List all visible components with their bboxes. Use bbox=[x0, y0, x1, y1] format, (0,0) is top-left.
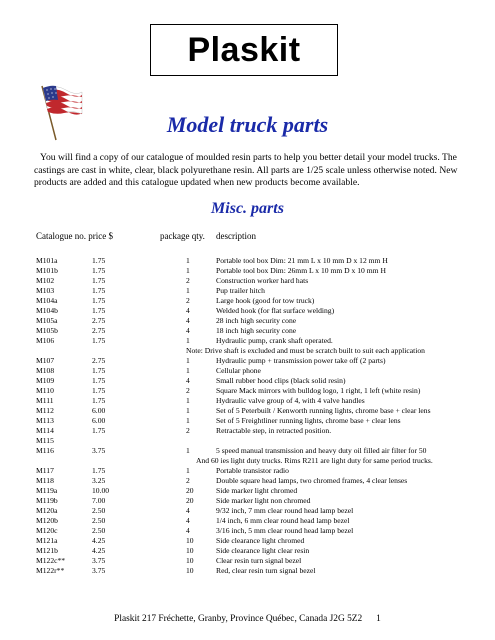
part-price: 1.75 bbox=[92, 256, 106, 265]
part-code: M121b bbox=[36, 546, 58, 555]
part-code: M118 bbox=[36, 476, 54, 485]
part-price: 2.50 bbox=[92, 516, 106, 525]
part-code: M105b bbox=[36, 326, 58, 335]
part-description: Portable tool box Dim: 26mm L x 10 mm D x 10 mm H bbox=[216, 266, 386, 275]
table-row bbox=[36, 356, 476, 366]
part-description: Side marker light chromed bbox=[216, 486, 298, 495]
part-qty: 4 bbox=[186, 526, 190, 535]
part-qty: 20 bbox=[186, 496, 194, 505]
part-price: 1.75 bbox=[92, 466, 106, 475]
table-row bbox=[36, 486, 476, 496]
part-description: Side marker light non chromed bbox=[216, 496, 311, 505]
part-qty: 2 bbox=[186, 426, 190, 435]
part-qty: 1 bbox=[186, 256, 190, 265]
column-header bbox=[36, 231, 476, 243]
row-note: Note: Drive shaft is excluded and must be scratch built to suit each application bbox=[186, 346, 425, 355]
table-row bbox=[36, 296, 476, 306]
part-description: 28 inch high security cone bbox=[216, 316, 297, 325]
table-row bbox=[36, 266, 476, 276]
part-qty: 10 bbox=[186, 566, 194, 575]
header-package: package qty. bbox=[160, 231, 205, 241]
part-code: M119b bbox=[36, 496, 58, 505]
part-code: M114 bbox=[36, 426, 54, 435]
part-description: Small rubber hood clips (black solid resin) bbox=[216, 376, 346, 385]
main-title: Model truck parts bbox=[166, 112, 329, 137]
part-description: Portable tool box Dim: 21 mm L x 10 mm D x 12 mm H bbox=[216, 256, 388, 265]
part-price: 1.75 bbox=[92, 386, 106, 395]
table-row bbox=[36, 366, 476, 376]
part-description: Cellular phone bbox=[216, 366, 261, 375]
table-row bbox=[36, 556, 476, 566]
part-qty: 4 bbox=[186, 316, 190, 325]
part-price: 1.75 bbox=[92, 426, 106, 435]
part-code: M108 bbox=[36, 366, 55, 375]
part-description: Welded hook (for flat surface welding) bbox=[216, 306, 335, 315]
part-qty: 1 bbox=[186, 396, 190, 405]
part-code: M120c bbox=[36, 526, 58, 535]
part-qty: 1 bbox=[186, 466, 190, 475]
part-description: Large hook (good for tow truck) bbox=[216, 296, 315, 305]
table-row bbox=[36, 376, 476, 386]
table-row bbox=[36, 306, 476, 316]
part-price: 6.00 bbox=[92, 416, 106, 425]
part-price: 4.25 bbox=[92, 536, 106, 545]
part-code: M109 bbox=[36, 376, 55, 385]
row-note: And 60 ies light duty trucks. Rims R211 are light duty for same period trucks. bbox=[196, 456, 433, 465]
part-price: 1.75 bbox=[92, 296, 106, 305]
part-description: Set of 5 Freightliner running lights, chrome base + clear lens bbox=[216, 416, 401, 425]
part-description: Hydraulic pump, crank shaft operated. bbox=[216, 336, 333, 345]
table-row bbox=[36, 286, 476, 296]
table-row bbox=[36, 426, 476, 436]
part-price: 10.00 bbox=[92, 486, 110, 495]
table-row bbox=[36, 436, 476, 446]
part-description: Side clearance light chromed bbox=[216, 536, 305, 545]
table-row bbox=[36, 416, 476, 426]
part-qty: 4 bbox=[186, 306, 190, 315]
part-code: M113 bbox=[36, 416, 54, 425]
part-price: 7.00 bbox=[92, 496, 106, 505]
part-price: 1.75 bbox=[92, 286, 106, 295]
page-number: 1 bbox=[376, 614, 381, 624]
footer bbox=[0, 614, 495, 624]
part-code: M104a bbox=[36, 296, 58, 305]
part-price: 6.00 bbox=[92, 406, 106, 415]
parts-list bbox=[36, 256, 476, 576]
part-price: 1.75 bbox=[92, 366, 106, 375]
part-qty: 10 bbox=[186, 536, 194, 545]
part-qty: 1 bbox=[186, 416, 190, 425]
part-qty: 10 bbox=[186, 546, 194, 555]
table-row bbox=[36, 466, 476, 476]
intro-paragraph: You will find a copy of our catalogue of moulded resin parts to help you better detail your model trucks. The castings are cast in white, clear, black polyurethane resin. All parts are 1/25 scale unless otherwise noted. New products are added and this catalogue updated when new products become available. bbox=[34, 152, 458, 188]
section-title: Misc. parts bbox=[211, 200, 284, 217]
table-row bbox=[36, 476, 476, 486]
part-qty: 1 bbox=[186, 446, 190, 455]
part-description: Clear resin turn signal bezel bbox=[216, 556, 302, 565]
part-qty: 20 bbox=[186, 486, 194, 495]
table-row bbox=[36, 316, 476, 326]
part-qty: 1 bbox=[186, 356, 190, 365]
part-description: Retractable step, in retracted position. bbox=[216, 426, 332, 435]
part-code: M116 bbox=[36, 446, 54, 455]
header-catalogue: Catalogue no. price $ bbox=[36, 231, 113, 241]
part-code: M105a bbox=[36, 316, 58, 325]
footer-address: Plaskit 217 Fréchette, Granby, Province Québec, Canada J2G 5Z2 bbox=[114, 614, 363, 624]
part-description: Construction worker hard hats bbox=[216, 276, 309, 285]
part-code: M103 bbox=[36, 286, 55, 295]
part-code: M107 bbox=[36, 356, 55, 365]
part-code: M102 bbox=[36, 276, 55, 285]
logo-box bbox=[150, 24, 338, 76]
table-row bbox=[36, 546, 476, 556]
part-qty: 1 bbox=[186, 266, 190, 275]
part-code: M120b bbox=[36, 516, 58, 525]
table-row bbox=[36, 526, 476, 536]
part-description: Hydraulic valve group of 4, with 4 valve handles bbox=[216, 396, 365, 405]
logo-text: Plaskit bbox=[187, 30, 301, 69]
table-row bbox=[36, 536, 476, 546]
part-description: 3/16 inch, 5 mm clear round head lamp bezel bbox=[216, 526, 354, 535]
part-qty: 2 bbox=[186, 276, 190, 285]
part-price: 3.25 bbox=[92, 476, 106, 485]
part-qty: 2 bbox=[186, 476, 190, 485]
part-price: 3.75 bbox=[92, 566, 106, 575]
part-code: M122r** bbox=[36, 566, 65, 575]
part-price: 2.75 bbox=[92, 326, 106, 335]
part-code: M120a bbox=[36, 506, 58, 515]
part-qty: 4 bbox=[186, 516, 190, 525]
part-qty: 4 bbox=[186, 326, 190, 335]
part-price: 2.50 bbox=[92, 506, 106, 515]
part-qty: 4 bbox=[186, 376, 190, 385]
part-price: 2.75 bbox=[92, 316, 106, 325]
table-row bbox=[36, 506, 476, 516]
part-description: Set of 5 Peterbuilt / Kenworth running lights, chrome base + clear lens bbox=[216, 406, 431, 415]
part-code: M117 bbox=[36, 466, 54, 475]
table-row bbox=[36, 406, 476, 416]
part-code: M111 bbox=[36, 396, 54, 405]
table-row bbox=[36, 566, 476, 576]
part-qty: 1 bbox=[186, 406, 190, 415]
part-price: 4.25 bbox=[92, 546, 106, 555]
part-code: M104b bbox=[36, 306, 58, 315]
part-description: Portable transistor radio bbox=[216, 466, 289, 475]
part-code: M110 bbox=[36, 386, 54, 395]
part-description: 5 speed manual transmission and heavy duty oil filled air filter for 50 bbox=[216, 446, 427, 455]
part-qty: 2 bbox=[186, 386, 190, 395]
part-qty: 1 bbox=[186, 366, 190, 375]
part-price: 1.75 bbox=[92, 396, 106, 405]
part-description: Square Mack mirrors with bulldog logo, 1 right, 1 left (white resin) bbox=[216, 386, 421, 395]
table-row bbox=[36, 516, 476, 526]
table-row bbox=[36, 386, 476, 396]
part-price: 3.75 bbox=[92, 446, 106, 455]
part-price: 1.75 bbox=[92, 336, 106, 345]
table-row bbox=[36, 446, 476, 456]
part-description: Side clearance light clear resin bbox=[216, 546, 310, 555]
table-row bbox=[36, 496, 476, 506]
part-description: 9/32 inch, 7 mm clear round head lamp bezel bbox=[216, 506, 354, 515]
part-description: Double square head lamps, two chromed frames, 4 clear lenses bbox=[216, 476, 408, 485]
part-qty: 1 bbox=[186, 336, 190, 345]
part-code: M112 bbox=[36, 406, 54, 415]
table-row bbox=[36, 276, 476, 286]
part-description: Hydraulic pump + transmission power take off (2 parts) bbox=[216, 356, 386, 365]
part-qty: 10 bbox=[186, 556, 194, 565]
part-qty: 1 bbox=[186, 286, 190, 295]
part-qty: 2 bbox=[186, 296, 190, 305]
part-description: Red, clear resin turn signal bezel bbox=[216, 566, 316, 575]
table-row bbox=[36, 396, 476, 406]
part-code: M119a bbox=[36, 486, 58, 495]
part-code: M122c** bbox=[36, 556, 66, 565]
part-price: 3.75 bbox=[92, 556, 106, 565]
part-code: M101a bbox=[36, 256, 58, 265]
table-row bbox=[36, 336, 476, 346]
part-price: 1.75 bbox=[92, 376, 106, 385]
header-description: description bbox=[216, 231, 256, 241]
part-price: 1.75 bbox=[92, 266, 106, 275]
part-code: M115 bbox=[36, 436, 54, 445]
part-description: Pup trailer hitch bbox=[216, 286, 265, 295]
part-price: 2.75 bbox=[92, 356, 106, 365]
part-description: 1/4 inch, 6 mm clear round head lamp bezel bbox=[216, 516, 350, 525]
table-row bbox=[36, 256, 476, 266]
part-price: 1.75 bbox=[92, 276, 106, 285]
part-code: M101b bbox=[36, 266, 58, 275]
part-description: 18 inch high security cone bbox=[216, 326, 297, 335]
table-row bbox=[36, 326, 476, 336]
part-price: 1.75 bbox=[92, 306, 106, 315]
part-qty: 4 bbox=[186, 506, 190, 515]
part-price: 2.50 bbox=[92, 526, 106, 535]
part-code: M106 bbox=[36, 336, 55, 345]
part-code: M121a bbox=[36, 536, 58, 545]
